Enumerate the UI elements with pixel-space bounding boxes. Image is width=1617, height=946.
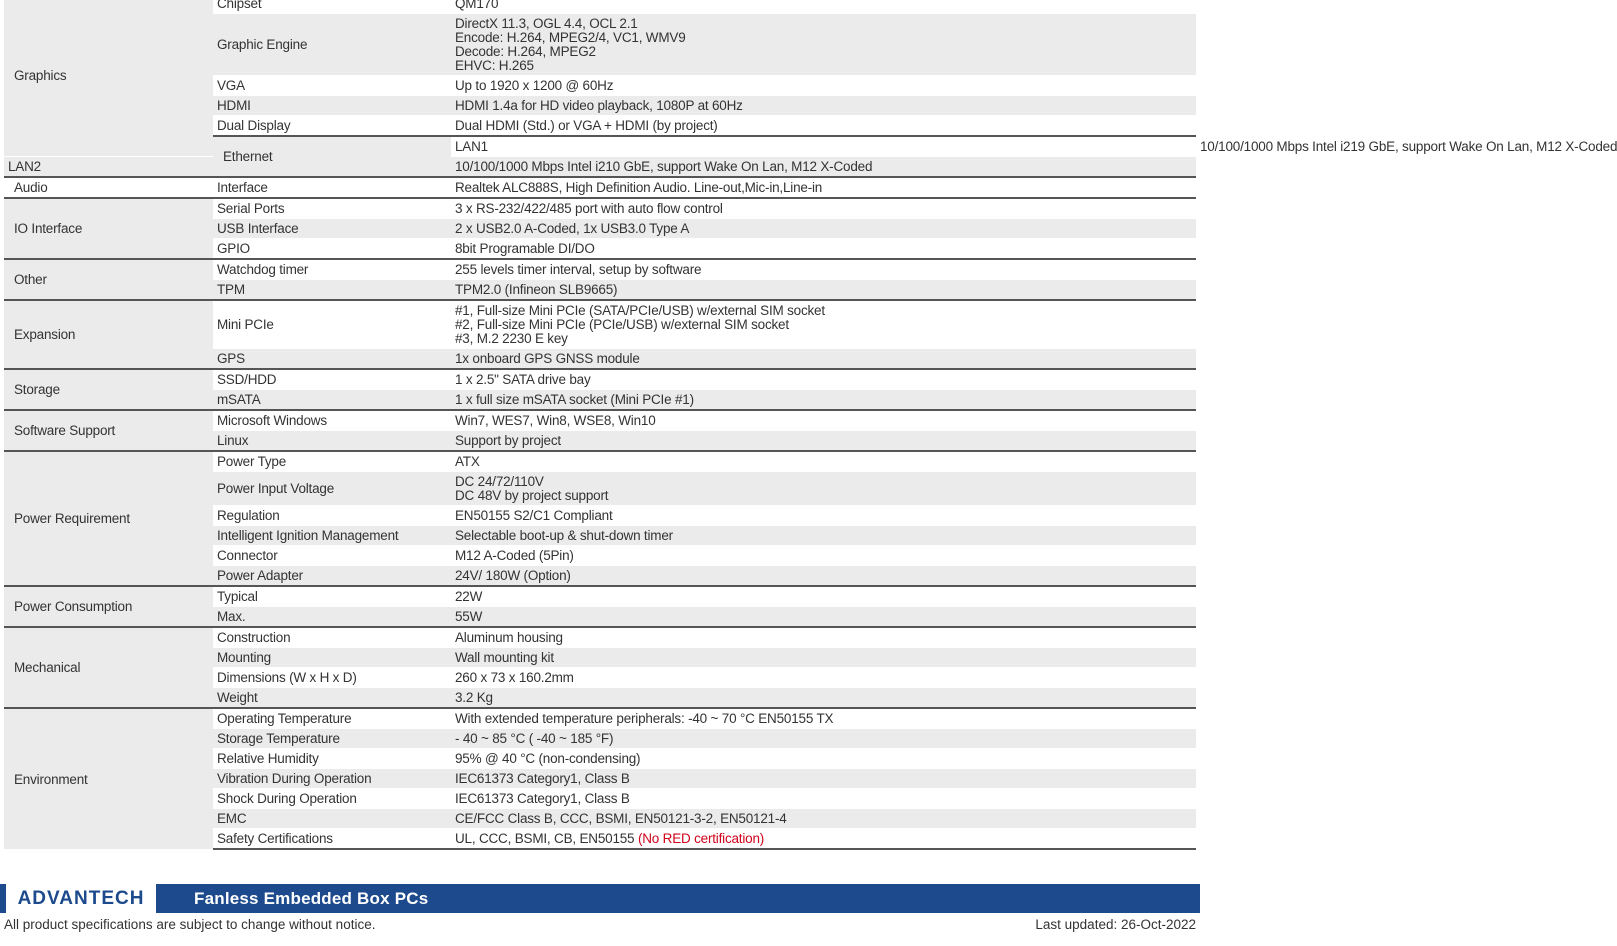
spec-value-text: 255 levels timer interval, setup by software	[455, 262, 702, 277]
spec-value-line	[455, 393, 1192, 407]
spec-value	[451, 14, 1196, 76]
spec-value	[451, 116, 1196, 137]
spec-value-line	[455, 59, 1192, 73]
spec-category: Power Consumption	[4, 586, 213, 627]
spec-value-line	[455, 590, 1192, 604]
spec-value	[451, 280, 1196, 301]
spec-value-text: 3 x RS-232/422/485 port with auto flow control	[455, 201, 723, 216]
spec-value	[451, 688, 1196, 709]
spec-category: Other	[4, 259, 213, 300]
footer-last-updated: Last updated: 26-Oct-2022	[1035, 917, 1196, 932]
spec-table-body	[4, 0, 1617, 849]
spec-value	[451, 749, 1196, 769]
spec-value-line	[455, 549, 1192, 563]
spec-label: Vibration During Operation	[213, 769, 451, 789]
spec-value	[451, 627, 1196, 648]
spec-value-text: QM170	[455, 0, 499, 11]
spec-value-line	[455, 222, 1192, 236]
spec-value	[451, 157, 1196, 178]
spec-value-text: With extended temperature peripherals: -40 ~ 70 °C EN50155 TX	[455, 711, 834, 726]
spec-value	[451, 431, 1196, 452]
spec-value	[451, 566, 1196, 587]
spec-value-line	[455, 332, 1192, 346]
spec-row	[4, 198, 1196, 219]
spec-value-text: Realtek ALC888S, High Definition Audio. Line-out,Mic-in,Line-in	[455, 180, 823, 195]
spec-row	[4, 410, 1196, 431]
spec-value-text: 260 x 73 x 160.2mm	[455, 670, 574, 685]
spec-value-line	[455, 529, 1192, 543]
spec-category: Environment	[4, 708, 213, 849]
spec-value-text: - 40 ~ 85 °C ( -40 ~ 185 °F)	[455, 731, 614, 746]
spec-value-line	[455, 832, 1192, 846]
spec-category: Mechanical	[4, 627, 213, 708]
spec-row	[4, 627, 1196, 648]
spec-value-text: 10/100/1000 Mbps Intel i219 GbE, support Wake On Lan, M12 X-Coded	[1200, 139, 1617, 155]
spec-value-line	[455, 31, 1192, 45]
spec-value-line	[455, 489, 1192, 503]
spec-label: Mounting	[213, 648, 451, 668]
spec-category: IO Interface	[4, 198, 213, 259]
spec-label: Microsoft Windows	[213, 410, 451, 431]
spec-value	[451, 472, 1196, 506]
spec-value-line	[455, 318, 1192, 332]
spec-value-line	[455, 671, 1192, 685]
spec-value-line	[455, 352, 1192, 366]
spec-value-line	[455, 691, 1192, 705]
spec-value-text: 55W	[455, 609, 483, 624]
spec-value-line	[455, 631, 1192, 645]
spec-value-text: 10/100/1000 Mbps Intel i210 GbE, support Wake On Lan, M12 X-Coded	[455, 159, 873, 174]
spec-label: Typical	[213, 586, 451, 607]
spec-label: VGA	[213, 76, 451, 96]
spec-value	[451, 219, 1196, 239]
spec-label: Watchdog timer	[213, 259, 451, 280]
spec-value	[451, 829, 1196, 850]
spec-value-line	[455, 792, 1192, 806]
spec-value	[451, 789, 1196, 809]
spec-value	[451, 648, 1196, 668]
spec-value-line	[455, 79, 1192, 93]
spec-label: Serial Ports	[213, 198, 451, 219]
spec-value-line	[455, 181, 1192, 195]
spec-value-text: 8bit Programable DI/DO	[455, 241, 595, 256]
spec-value-text: #1, Full-size Mini PCIe (SATA/PCIe/USB) w/external SIM socket	[455, 303, 825, 318]
footer-bar	[0, 884, 1200, 913]
spec-value-line	[455, 17, 1192, 31]
spec-value-text: ATX	[455, 454, 480, 469]
spec-value-line	[455, 45, 1192, 59]
spec-value	[451, 96, 1196, 116]
spec-label: TPM	[213, 280, 451, 301]
spec-category: Graphics	[4, 0, 213, 157]
spec-value-line	[455, 455, 1192, 469]
spec-value-line	[455, 373, 1192, 387]
spec-label: GPS	[213, 349, 451, 370]
spec-label: Linux	[213, 431, 451, 452]
spec-row	[4, 157, 1196, 178]
spec-value-text: #3, M.2 2230 E key	[455, 331, 568, 346]
spec-value	[451, 809, 1196, 829]
spec-value	[451, 239, 1196, 260]
spec-row	[4, 300, 1196, 349]
spec-label: SSD/HDD	[213, 369, 451, 390]
spec-category: Power Requirement	[4, 451, 213, 586]
spec-value	[451, 76, 1196, 96]
spec-category: Expansion	[4, 300, 213, 369]
spec-value-text: Decode: H.264, MPEG2	[455, 44, 596, 59]
spec-value-text: DirectX 11.3, OGL 4.4, OCL 2.1	[455, 16, 638, 31]
spec-value-text: UL, CCC, BSMI, CB, EN50155	[455, 831, 635, 846]
spec-value	[451, 546, 1196, 566]
spec-label: Mini PCIe	[213, 300, 451, 349]
spec-value	[451, 506, 1196, 526]
spec-value-text: #2, Full-size Mini PCIe (PCIe/USB) w/external SIM socket	[455, 317, 789, 332]
spec-label: Connector	[213, 546, 451, 566]
spec-value-text: 3.2 Kg	[455, 690, 493, 705]
spec-value-text: 1 x 2.5" SATA drive bay	[455, 372, 591, 387]
spec-value-text: Encode: H.264, MPEG2/4, VC1, WMV9	[455, 30, 686, 45]
spec-table	[4, 0, 1617, 850]
spec-value	[451, 390, 1196, 411]
spec-label: LAN1	[451, 136, 1196, 157]
spec-value-line	[455, 772, 1192, 786]
spec-value-text: EHVC: H.265	[455, 58, 534, 73]
spec-label: Relative Humidity	[213, 749, 451, 769]
spec-label: HDMI	[213, 96, 451, 116]
spec-value-text: 1x onboard GPS GNSS module	[455, 351, 640, 366]
spec-value-text: IEC61373 Category1, Class B	[455, 791, 630, 806]
spec-label: Intelligent Ignition Management	[213, 526, 451, 546]
spec-label: EMC	[213, 809, 451, 829]
spec-value-line	[455, 732, 1192, 746]
spec-value	[451, 349, 1196, 370]
advantech-logo	[6, 884, 162, 913]
spec-value-line	[455, 434, 1192, 448]
spec-label: Graphic Engine	[213, 14, 451, 76]
spec-value	[451, 410, 1196, 431]
spec-label: Chipset	[217, 0, 262, 11]
spec-value	[451, 607, 1196, 628]
spec-value-line	[455, 202, 1192, 216]
spec-category: Ethernet	[213, 136, 451, 177]
spec-label: USB Interface	[213, 219, 451, 239]
spec-value-text: 24V/ 180W (Option)	[455, 568, 571, 583]
spec-value-line	[455, 160, 1192, 174]
spec-value-text: Up to 1920 x 1200 @ 60Hz	[455, 78, 614, 93]
spec-value-line	[455, 712, 1192, 726]
spec-value-text: EN50155 S2/C1 Compliant	[455, 508, 613, 523]
spec-row	[4, 0, 1196, 14]
spec-category: Software Support	[4, 410, 213, 451]
spec-label: Construction	[213, 627, 451, 648]
spec-value	[451, 708, 1196, 729]
spec-value-text: CE/FCC Class B, CCC, BSMI, EN50121-3-2, EN50121-4	[455, 811, 787, 826]
spec-row	[4, 369, 1196, 390]
spec-label: Safety Certifications	[213, 829, 451, 850]
spec-value-line	[455, 242, 1192, 256]
spec-value-text: 1 x full size mSATA socket (Mini PCIe #1)	[455, 392, 694, 407]
spec-value-line	[455, 99, 1192, 113]
spec-value	[451, 177, 1196, 198]
spec-label: Weight	[213, 688, 451, 709]
spec-value-text: Win7, WES7, Win8, WSE8, Win10	[455, 413, 656, 428]
footer-title: Fanless Embedded Box PCs	[194, 889, 429, 908]
spec-value-line	[455, 610, 1192, 624]
spec-value-line	[455, 812, 1192, 826]
spec-value-text: 2 x USB2.0 A-Coded, 1x USB3.0 Type A	[455, 221, 690, 236]
spec-value-line	[455, 569, 1192, 583]
spec-label: Storage Temperature	[213, 729, 451, 749]
spec-label: Dual Display	[213, 116, 451, 137]
spec-row	[4, 708, 1196, 729]
spec-label: mSATA	[213, 390, 451, 411]
spec-value-text: Dual HDMI (Std.) or VGA + HDMI (by project)	[455, 118, 718, 133]
spec-row	[4, 451, 1196, 472]
spec-value-text: IEC61373 Category1, Class B	[455, 771, 630, 786]
spec-row	[4, 259, 1196, 280]
spec-label: Power Type	[213, 451, 451, 472]
spec-label: LAN2	[4, 157, 213, 178]
spec-value-text: DC 24/72/110V	[455, 474, 544, 489]
spec-value	[451, 369, 1196, 390]
spec-value	[451, 0, 1196, 14]
spec-value	[451, 668, 1196, 688]
spec-value	[451, 769, 1196, 789]
spec-value-line	[455, 414, 1192, 428]
spec-value-line	[455, 752, 1192, 766]
spec-row	[4, 177, 1196, 198]
spec-label: Power Adapter	[213, 566, 451, 587]
spec-label: Regulation	[213, 506, 451, 526]
spec-value-text: HDMI 1.4a for HD video playback, 1080P at 60Hz	[455, 98, 743, 113]
spec-value	[451, 526, 1196, 546]
spec-value	[451, 586, 1196, 607]
spec-label: GPIO	[213, 239, 451, 260]
spec-value-line	[455, 509, 1192, 523]
spec-value-text: DC 48V by project support	[455, 488, 609, 503]
spec-value-text: TPM2.0 (Infineon SLB9665)	[455, 282, 618, 297]
spec-value	[451, 259, 1196, 280]
spec-label: Interface	[213, 177, 451, 198]
spec-row	[4, 586, 1196, 607]
spec-value-text: 95% @ 40 °C (non-condensing)	[455, 751, 641, 766]
spec-label: Dimensions (W x H x D)	[213, 668, 451, 688]
spec-label: Power Input Voltage	[213, 472, 451, 506]
spec-value-text: Wall mounting kit	[455, 650, 554, 665]
spec-value-line	[455, 304, 1192, 318]
spec-value-line	[455, 263, 1192, 277]
spec-value-line	[455, 119, 1192, 133]
spec-value-text: M12 A-Coded (5Pin)	[455, 548, 574, 563]
certification-note: (No RED certification)	[637, 831, 765, 846]
spec-value-line	[455, 0, 1192, 11]
logo-text: ADVANTECH	[17, 887, 145, 909]
spec-value-text: Support by project	[455, 433, 561, 448]
spec-value-line	[455, 283, 1192, 297]
spec-category: Audio	[4, 177, 213, 198]
spec-category: Storage	[4, 369, 213, 410]
spec-value-line	[455, 475, 1192, 489]
spec-value	[451, 198, 1196, 219]
spec-value	[451, 300, 1196, 349]
footer-disclaimer: All product specifications are subject to change without notice.	[4, 917, 376, 932]
spec-value-text: Aluminum housing	[455, 630, 563, 645]
spec-value-text: 22W	[455, 589, 483, 604]
spec-label: Shock During Operation	[213, 789, 451, 809]
spec-value	[451, 729, 1196, 749]
spec-label: Operating Temperature	[213, 708, 451, 729]
spec-value-text: Selectable boot-up & shut-down timer	[455, 528, 673, 543]
spec-label: Max.	[213, 607, 451, 628]
spec-value-line	[455, 651, 1192, 665]
spec-value	[451, 451, 1196, 472]
